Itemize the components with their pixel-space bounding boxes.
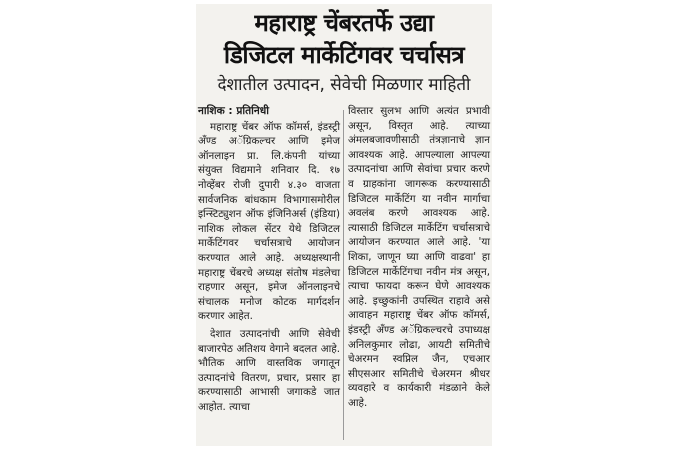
byline: नाशिक : प्रतिनिधी xyxy=(198,105,270,117)
column-divider xyxy=(343,110,344,440)
left-paragraph-1: महाराष्ट्र चेंबर ऑफ कॉमर्स, इंडस्ट्री अँण्ड अॅग्रिकल्चर आणि इमेज ऑनलाइन प्रा. लि.कंपनी यांच्या संयुक्त विद्यमाने शनिवार दि. १७ नोव्हेंबर रोजी दुपारी ४.३० वाजता सार्वजनिक बांधकाम विभागासमोरील इन्स्टिट्युशन ऑफ इंजिनिअर्स (इंडिया) नाशिक लोकल सेंटर येथे डिजिटल मार्केटिंगवर चर्चासत्राचे आयोजन करण्यात आले आहे. अध्यक्षस्थानी महाराष्ट्र चेंबरचे अध्यक्ष संतोष मंडलेचा राहणार असून, इमेज ऑनलाइनचे संचालक मनोज कोटक मार्गदर्शन करणार आहेत. xyxy=(198,120,340,323)
newspaper-clipping xyxy=(196,4,492,446)
headline-line-1: महाराष्ट्र चेंबरतर्फे उद्या xyxy=(254,9,434,37)
right-column xyxy=(348,104,490,413)
left-paragraph-2: देशात उत्पादनांची आणि सेवेची बाजारपेठ अतिशय वेगाने बदलत आहे. भौतिक आणि वास्तविक जगातून उत्पादनांचे वितरण, प्रचार, प्रसार हा करण्यासाठी आभासी जगाकडे जात आहोत. त्याचा xyxy=(198,327,340,413)
right-paragraph-1: विस्तार सुलभ आणि अत्यंत प्रभावी असून, विस्तृत आहे. त्याच्या अंमलबजावणीसाठी तंत्रज्ञानाचे ज्ञान आवश्यक आहे. आपल्याला आपल्या उत्पादनांचा आणि सेवांचा प्रचार करणे व ग्राहकांना जागरूक करण्यासाठी डिजिटल मार्केटिंग या नवीन मार्गाचा अवलंब करणे आवश्यक आहे. त्यासाठी डिजिटल मार्केटिंग चर्चासत्राचे आयोजन करण्यात आले आहे. 'या शिका, जाणून घ्या आणि वाढवा' हा डिजिटल मार्केटिंगचा नवीन मंत्र असून, त्याचा फायदा करून घेणे आवश्यक आहे. इच्छुकांनी उपस्थित राहावे असे आवाहन महाराष्ट्र चेंबर ऑफ कॉमर्स, इंडस्ट्री अँण्ड अॅग्रिकल्चरचे उपाध्यक्ष अनिलकुमार लोढा, आयटी समितीचे चेअरमन स्वप्निल जैन, एचआर सीएसआर समितीचे चेअरमन श्रीधर व्यवहारे व कार्यकारी मंडळाने केले आहे. xyxy=(348,105,490,409)
headline-line-2: डिजिटल मार्केटिंगवर चर्चासत्र xyxy=(223,41,465,69)
left-column xyxy=(198,104,340,417)
subheadline: देशातील उत्पादन, सेवेची मिळणार माहिती xyxy=(217,75,471,95)
